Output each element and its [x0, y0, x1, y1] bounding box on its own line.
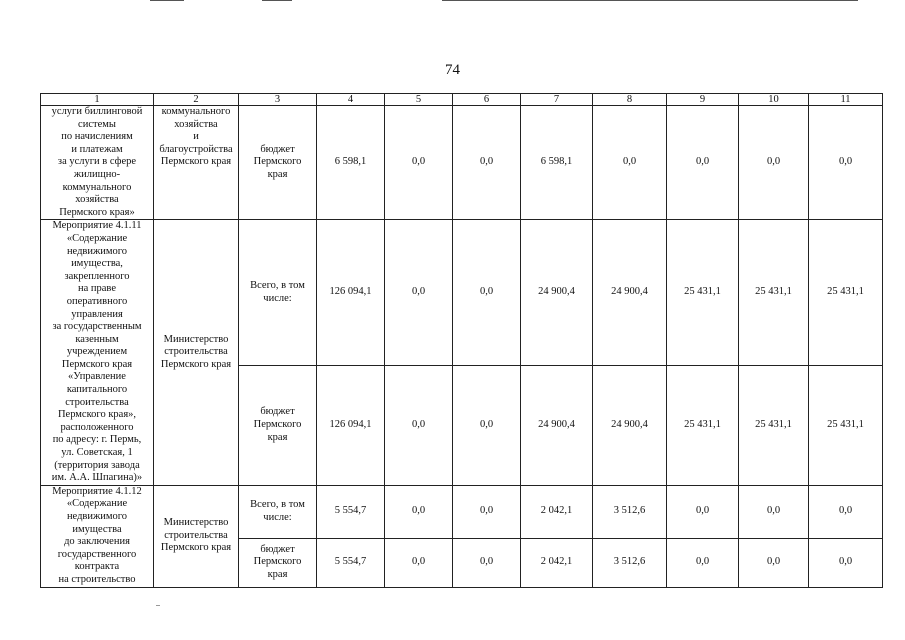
value-cell: 0,0	[453, 106, 521, 220]
value-cell: 25 431,1	[667, 220, 739, 365]
value-cell: 0,0	[453, 365, 521, 485]
column-number-header: 6	[453, 94, 521, 106]
top-edge-rule	[262, 0, 292, 1]
value-cell: 0,0	[809, 485, 883, 538]
activity-name-cell: Мероприятие 4.1.11 «Содержание недвижимого имущества, закрепленного на праве оперативного управления за государственным казенным учреждением Пермского края «Управление капитального строительства Пермского края», расположенного по адресу: г. Пермь, ул. Советская, 1 (территория завода им. А.А. Шпагина)»	[41, 220, 154, 485]
column-number-row	[41, 94, 883, 106]
value-cell: 25 431,1	[739, 365, 809, 485]
funding-source-cell: бюджет Пермского края	[239, 365, 317, 485]
funding-source-cell: бюджет Пермского края	[239, 538, 317, 587]
value-cell: 0,0	[739, 106, 809, 220]
value-cell: 5 554,7	[317, 485, 385, 538]
value-cell: 2 042,1	[521, 538, 593, 587]
value-cell: 2 042,1	[521, 485, 593, 538]
value-cell: 25 431,1	[739, 220, 809, 365]
value-cell: 6 598,1	[317, 106, 385, 220]
column-number-header: 10	[739, 94, 809, 106]
value-cell: 6 598,1	[521, 106, 593, 220]
value-cell: 24 900,4	[593, 365, 667, 485]
value-cell: 25 431,1	[667, 365, 739, 485]
activity-name-cell: Мероприятие 4.1.12 «Содержание недвижимого имущества до заключения государственного контракта на строительство	[41, 485, 154, 587]
column-number-header: 9	[667, 94, 739, 106]
value-cell: 5 554,7	[317, 538, 385, 587]
column-number-header: 8	[593, 94, 667, 106]
value-cell: 0,0	[453, 485, 521, 538]
value-cell: 25 431,1	[809, 220, 883, 365]
table-row	[41, 220, 883, 365]
activity-name-cell: услуги биллинговой системы по начислениям и платежам за услуги в сфере жилищно- коммунального хозяйства Пермского края»	[41, 106, 154, 220]
responsible-executor-cell: Министерство строительства Пермского края	[154, 220, 239, 485]
value-cell: 24 900,4	[521, 220, 593, 365]
budget-table	[40, 93, 883, 588]
page-number: 74	[445, 62, 460, 78]
value-cell: 0,0	[385, 365, 453, 485]
value-cell: 126 094,1	[317, 365, 385, 485]
column-number-header: 3	[239, 94, 317, 106]
value-cell: 0,0	[385, 485, 453, 538]
value-cell: 0,0	[667, 538, 739, 587]
value-cell: 3 512,6	[593, 485, 667, 538]
value-cell: 0,0	[385, 220, 453, 365]
scan-mark	[156, 605, 160, 606]
column-number-header: 11	[809, 94, 883, 106]
top-edge-rule	[442, 0, 858, 1]
column-number-header: 2	[154, 94, 239, 106]
value-cell: 0,0	[739, 485, 809, 538]
funding-source-cell: Всего, в том числе:	[239, 485, 317, 538]
column-number-header: 5	[385, 94, 453, 106]
value-cell: 126 094,1	[317, 220, 385, 365]
value-cell: 0,0	[385, 538, 453, 587]
column-number-header: 1	[41, 94, 154, 106]
responsible-executor-cell: коммунального хозяйства и благоустройства Пермского края	[154, 106, 239, 220]
table-row	[41, 106, 883, 220]
value-cell: 0,0	[809, 106, 883, 220]
funding-source-cell: бюджет Пермского края	[239, 106, 317, 220]
value-cell: 0,0	[593, 106, 667, 220]
value-cell: 0,0	[667, 485, 739, 538]
value-cell: 0,0	[667, 106, 739, 220]
value-cell: 0,0	[809, 538, 883, 587]
value-cell: 0,0	[385, 106, 453, 220]
value-cell: 0,0	[453, 538, 521, 587]
value-cell: 3 512,6	[593, 538, 667, 587]
column-number-header: 4	[317, 94, 385, 106]
value-cell: 24 900,4	[593, 220, 667, 365]
top-edge-rule	[150, 0, 184, 1]
value-cell: 25 431,1	[809, 365, 883, 485]
value-cell: 0,0	[453, 220, 521, 365]
table-row	[41, 485, 883, 538]
value-cell: 24 900,4	[521, 365, 593, 485]
responsible-executor-cell: Министерство строительства Пермского края	[154, 485, 239, 587]
column-number-header: 7	[521, 94, 593, 106]
value-cell: 0,0	[739, 538, 809, 587]
funding-source-cell: Всего, в том числе:	[239, 220, 317, 365]
